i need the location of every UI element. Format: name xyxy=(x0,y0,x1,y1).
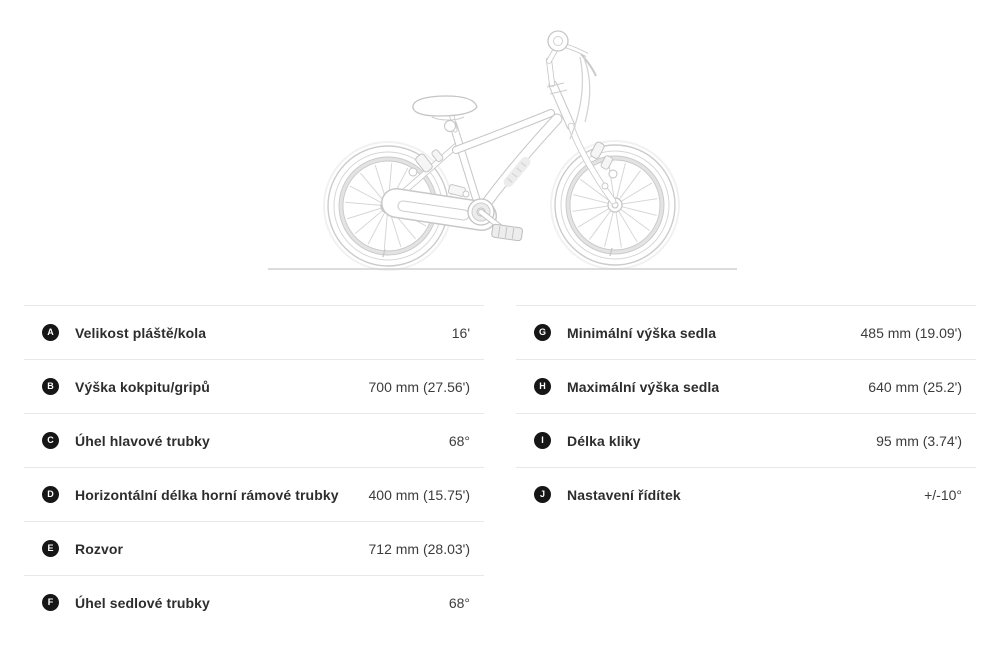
brake-cable xyxy=(584,58,590,122)
spec-label: Úhel hlavové trubky xyxy=(75,432,210,449)
spec-row-d xyxy=(24,467,484,521)
grip xyxy=(548,31,568,51)
spec-label: Minimální výška sedla xyxy=(567,324,717,341)
spec-letter-badge: H xyxy=(534,378,551,395)
spec-letter-badge: C xyxy=(42,432,59,449)
spec-letter-badge: D xyxy=(42,486,59,503)
spec-letter-badge: J xyxy=(534,486,551,503)
spec-value: 485 mm (19.09') xyxy=(860,324,962,341)
spec-table-left xyxy=(24,305,484,629)
spec-row-f xyxy=(24,575,484,629)
spec-label: Velikost pláště/kola xyxy=(75,324,207,341)
spec-value: 400 mm (15.75') xyxy=(368,486,470,503)
front-wheel xyxy=(555,145,675,265)
rear-valve xyxy=(383,249,385,257)
spec-row-b xyxy=(24,359,484,413)
spec-row-i xyxy=(516,413,976,467)
spec-value: 16' xyxy=(451,324,470,341)
seat-clamp xyxy=(445,121,456,132)
spec-value: 712 mm (28.03') xyxy=(368,540,470,557)
pedal xyxy=(491,224,523,241)
spec-label: Rozvor xyxy=(75,540,124,557)
spec-value: 68° xyxy=(448,432,470,449)
spec-letter-badge: F xyxy=(42,594,59,611)
spec-table-right xyxy=(516,305,976,521)
spec-row-g xyxy=(516,305,976,359)
bike-illustration-section xyxy=(0,0,1000,305)
spec-row-e xyxy=(24,521,484,575)
spec-label: Maximální výška sedla xyxy=(567,378,720,395)
spec-label: Horizontální délka horní rámové trubky xyxy=(75,486,339,503)
spec-value: 700 mm (27.56') xyxy=(368,378,470,395)
spec-row-h xyxy=(516,359,976,413)
saddle xyxy=(413,96,477,132)
drivetrain xyxy=(396,199,523,241)
spec-label: Délka kliky xyxy=(567,432,641,449)
spec-label: Výška kokpitu/gripů xyxy=(75,378,210,395)
spec-letter-badge: I xyxy=(534,432,551,449)
spec-value: 95 mm (3.74') xyxy=(876,432,962,449)
spec-label: Úhel sedlové trubky xyxy=(75,594,210,611)
spec-value: 68° xyxy=(448,594,470,611)
spec-letter-badge: E xyxy=(42,540,59,557)
spec-label: Nastavení řídítek xyxy=(567,486,681,503)
spec-letter-badge: B xyxy=(42,378,59,395)
spec-row-a xyxy=(24,305,484,359)
spec-value: +/-10° xyxy=(924,486,962,503)
spec-letter-badge: A xyxy=(42,324,59,341)
spec-letter-badge: G xyxy=(534,324,551,341)
bike-illustration xyxy=(0,0,1000,300)
frame xyxy=(390,47,613,212)
spec-row-j xyxy=(516,467,976,521)
spec-row-c xyxy=(24,413,484,467)
spec-tables xyxy=(0,305,1000,629)
front-valve xyxy=(610,248,612,256)
spec-value: 640 mm (25.2') xyxy=(868,378,962,395)
